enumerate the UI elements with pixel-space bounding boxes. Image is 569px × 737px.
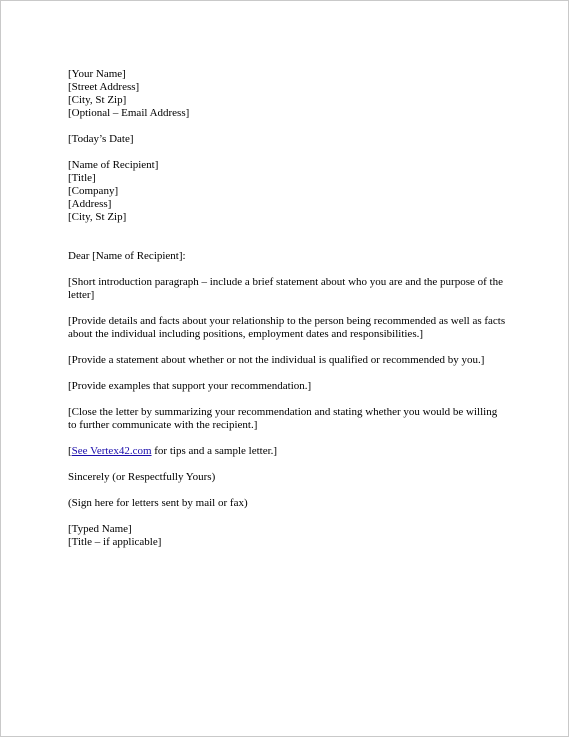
paragraph-statement	[68, 354, 508, 367]
paragraph-text: [Provide details and facts about your relationship to the person being recommended as well as facts about the individual including positions, employment dates and responsibilities.]	[68, 315, 506, 340]
recipient-title: [Title]	[68, 172, 96, 184]
vertex42-link[interactable]: See Vertex42.com	[71, 445, 152, 457]
salutation-text: Dear [Name of Recipient]:	[68, 250, 186, 262]
link-line-text	[68, 445, 508, 458]
paragraph-intro	[68, 276, 508, 302]
signature-block	[68, 523, 508, 549]
recipient-address: [Address]	[68, 198, 112, 210]
sign-note	[68, 497, 508, 510]
paragraph-text: [Provide a statement about whether or not the individual is qualified or recommended by you.]	[68, 354, 485, 366]
typed-name: [Typed Name]	[68, 523, 132, 535]
closing	[68, 471, 508, 484]
closing-text: Sincerely (or Respectfully Yours)	[68, 471, 216, 483]
salutation	[68, 250, 508, 263]
sender-email: [Optional – Email Address]	[68, 107, 190, 119]
paragraph-text: [Short introduction paragraph – include a brief statement about who you are and the purpose of the letter]	[68, 276, 503, 301]
sign-note-text: (Sign here for letters sent by mail or fax)	[68, 497, 248, 509]
paragraph-examples	[68, 380, 508, 393]
date-block	[68, 133, 508, 146]
paragraph-text: [Close the letter by summarizing your recommendation and stating whether you would be willing to further communicate with the recipient.]	[68, 406, 498, 431]
recipient-name: [Name of Recipient]	[68, 159, 159, 171]
paragraph-details	[68, 315, 508, 341]
sender-city: [City, St Zip]	[68, 94, 127, 106]
letter-date: [Today’s Date]	[68, 133, 134, 145]
letter-body	[68, 68, 508, 549]
recipient-company: [Company]	[68, 185, 119, 197]
paragraph-text: [Provide examples that support your recommendation.]	[68, 380, 312, 392]
sender-block	[68, 68, 508, 120]
recipient-city: [City, St Zip]	[68, 211, 127, 223]
link-line	[68, 445, 508, 458]
link-suffix: for tips and a sample letter.]	[151, 445, 278, 457]
paragraph-closing	[68, 406, 508, 432]
recipient-block	[68, 159, 508, 224]
sender-name: [Your Name]	[68, 68, 126, 80]
sender-street: [Street Address]	[68, 81, 140, 93]
link-prefix: [	[68, 445, 72, 457]
signer-title: [Title – if applicable]	[68, 536, 162, 548]
